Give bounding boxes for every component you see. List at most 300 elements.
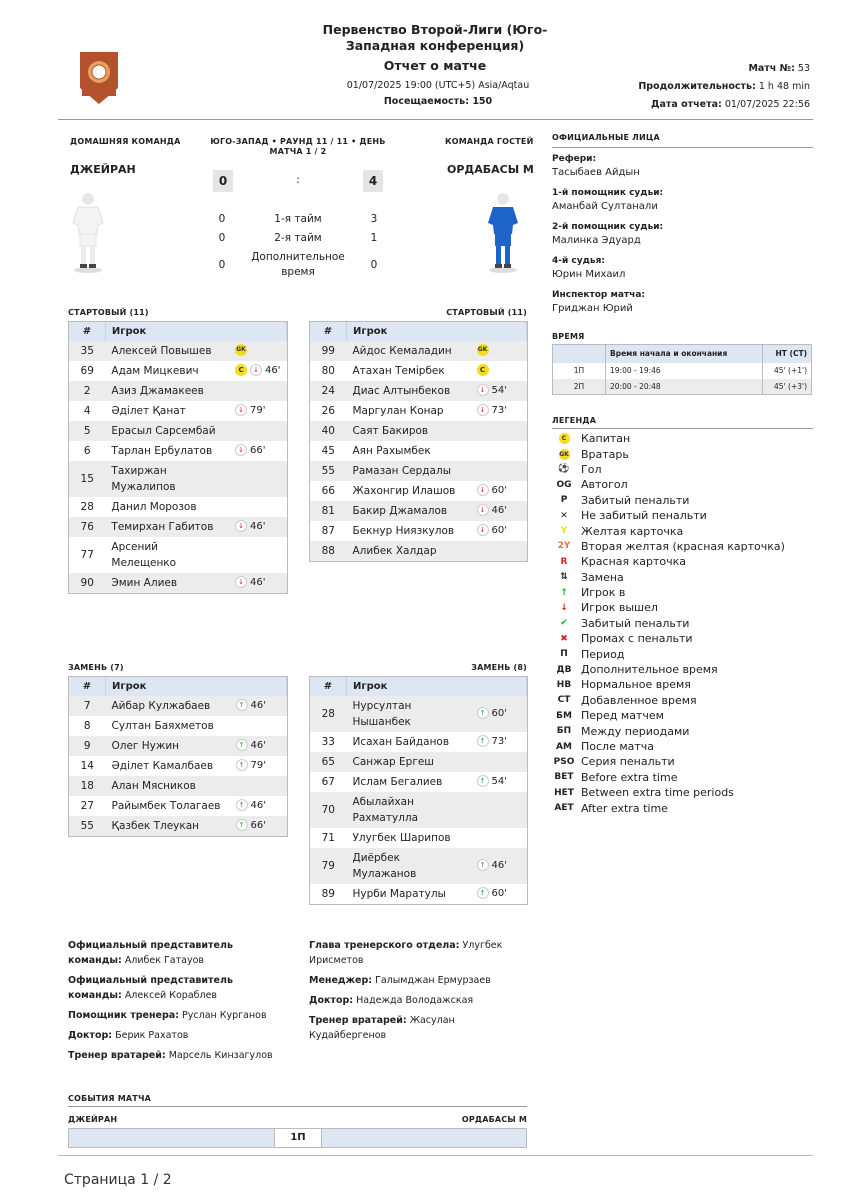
sub-in-icon: ↑ <box>477 859 489 871</box>
normal-time-icon: НВ <box>556 679 572 690</box>
away-starting-table <box>309 321 528 562</box>
table-row <box>69 716 287 736</box>
player-number: 27 <box>80 800 94 812</box>
player-number: 88 <box>310 541 347 561</box>
staff-item: Менеджер: Галымджан Ермурзаев <box>309 975 491 986</box>
report-title: Первенство Второй-Лиги (Юго-Западная конференция) <box>322 22 548 53</box>
time-ht: 45' (+3') <box>774 381 807 391</box>
table-row <box>69 497 287 517</box>
player-number: 55 <box>310 461 347 481</box>
staff-item: Официальный представитель команды: Алексей Кораблев <box>68 975 233 1001</box>
sub-in-minute: 46' <box>250 800 266 811</box>
second-yellow-icon: 2Y <box>557 541 571 552</box>
legend-item <box>553 585 813 600</box>
player-events <box>471 521 527 541</box>
player-name: Райымбек Толагаев <box>111 800 221 812</box>
player-number: 99 <box>310 341 347 361</box>
table-row <box>69 796 287 816</box>
legend-label: Красная карточка <box>581 555 687 569</box>
legend-item <box>553 646 813 661</box>
table-row <box>310 828 527 848</box>
player-name: Атахан Темірбек <box>352 365 445 377</box>
sub-out-minute: 79' <box>250 405 266 416</box>
sub-in-minute: 60' <box>491 708 507 719</box>
table-row <box>310 792 527 828</box>
player-events <box>471 696 527 732</box>
player-events <box>230 776 287 796</box>
table-row <box>69 421 287 441</box>
header-divider <box>58 119 813 120</box>
home-score: 0 <box>213 170 233 192</box>
staff-item: Тренер вратарей: Марсель Кинзагулов <box>68 1050 273 1061</box>
table-row <box>310 521 527 541</box>
sub-out-icon: ↓ <box>477 504 489 516</box>
legend-label: Игрок в <box>581 586 626 600</box>
player-events <box>471 361 527 381</box>
player-events <box>229 517 286 537</box>
player-number: 5 <box>69 421 105 441</box>
legend-item <box>553 508 813 523</box>
sub-out-icon: ↓ <box>477 384 489 396</box>
player-number: 8 <box>83 720 91 732</box>
player-number: 66 <box>321 485 335 497</box>
player-events <box>229 441 286 461</box>
player-table <box>310 322 527 561</box>
player-name: Олег Нужин <box>106 736 230 756</box>
added-time-icon: СТ <box>557 695 571 706</box>
player-number: 28 <box>310 696 347 732</box>
table-row <box>310 884 527 904</box>
player-number: 7 <box>69 696 106 716</box>
time-period: 1П <box>553 363 606 379</box>
round-info: ЮГО-ЗАПАД • РАУНД 11 / 11 • ДЕНЬ МАТЧА 1 / 2 <box>210 137 386 156</box>
player-name: Улугбек Шарипов <box>352 832 451 844</box>
legend-label: Гол <box>581 462 602 476</box>
player-number: 40 <box>310 421 347 441</box>
table-row <box>310 441 527 461</box>
after-match-icon: АМ <box>556 741 572 752</box>
player-events <box>471 381 527 401</box>
player-events <box>230 796 287 816</box>
time-period: 2П <box>553 379 606 395</box>
goalkeeper-icon: GK <box>559 450 569 458</box>
legend-item <box>553 616 813 631</box>
player-events <box>471 884 527 904</box>
events-period: 1П <box>274 1129 322 1147</box>
player-number: 70 <box>310 792 347 828</box>
sub-in-icon: ↑ <box>477 735 489 747</box>
player-number: 6 <box>83 445 91 457</box>
player-events <box>229 497 286 517</box>
player-events <box>230 736 287 756</box>
match-number: Матч №: 53 <box>748 63 810 74</box>
sub-out-minute: 60' <box>491 485 507 496</box>
sub-out-icon: ↓ <box>235 444 247 456</box>
player-events <box>229 421 286 441</box>
sub-out-minute: 46' <box>250 577 266 588</box>
sub-in-icon: ↑ <box>560 587 568 598</box>
events-divider <box>68 1106 527 1107</box>
table-row <box>310 848 527 884</box>
player-events <box>229 341 286 361</box>
sub-in-minute: 54' <box>491 776 507 787</box>
player-table <box>69 322 287 593</box>
legend-item <box>553 677 813 692</box>
legend-label: Замена <box>581 570 624 584</box>
player-name: Исахан Байданов <box>352 736 450 748</box>
player-name: Султан Баяхметов <box>111 720 214 732</box>
player-number: 26 <box>321 405 335 417</box>
sub-out-minute: 73' <box>491 405 507 416</box>
sub-in-minute: 66' <box>250 820 266 831</box>
legend-item <box>553 693 813 708</box>
player-name: Айбар Кулжабаев <box>106 696 230 716</box>
away-staff <box>309 938 534 1048</box>
before-match-icon: БМ <box>556 710 572 721</box>
player-name: Темирхан Габитов <box>105 517 229 537</box>
player-events <box>471 441 527 461</box>
table-row <box>310 696 527 732</box>
player-name: Қазбек Тлеукан <box>106 816 230 836</box>
player-events <box>230 756 287 776</box>
player-name: Данил Морозов <box>111 501 197 513</box>
official-item: 2-й помощник судьи: Малинка Эдуард <box>552 222 664 246</box>
time-title: ВРЕМЯ <box>552 332 585 341</box>
table-row <box>69 537 287 573</box>
player-name: Абылайхан Рахматулла <box>347 792 471 828</box>
away-subs-title: ЗАМЕНЬ (8) <box>471 663 527 672</box>
table-row <box>310 732 527 752</box>
col-number: # <box>69 677 106 696</box>
staff-item: Глава тренерского отдела: Улугбек Ирисметов <box>309 940 503 966</box>
table-row <box>69 461 287 497</box>
time-range: 20:00 - 20:48 <box>606 379 763 395</box>
player-name: Азиз Джамакеев <box>105 381 229 401</box>
player-name: Әділет Камалбаев <box>111 760 214 772</box>
time-ht: 45' (+1') <box>774 366 807 375</box>
away-subs-table <box>309 676 528 905</box>
legend-item <box>553 723 813 738</box>
sub-in-icon: ↑ <box>236 699 248 711</box>
sub-out-minute: 66' <box>250 445 266 456</box>
table-row <box>69 401 287 421</box>
sub-out-icon: ↓ <box>477 524 489 536</box>
staff-item: Официальный представитель команды: Алибек Гатауов <box>68 940 233 966</box>
col-number: # <box>310 322 347 341</box>
player-name: Адам Мицкевич <box>111 365 199 377</box>
player-events <box>471 828 527 848</box>
aet-icon: AET <box>554 803 574 814</box>
sub-out-icon: ↓ <box>560 602 568 613</box>
player-number: 15 <box>69 461 105 497</box>
period-icon: П <box>560 649 568 660</box>
attendance: Посещаемость: 150 <box>383 96 493 107</box>
legend-label: После матча <box>581 740 655 753</box>
home-subs-table <box>68 676 288 837</box>
legend-item <box>553 600 813 615</box>
het-icon: HET <box>554 787 574 798</box>
events-title: СОБЫТИЯ МАТЧА <box>68 1094 152 1103</box>
player-name: Нурсултан Нышанбек <box>347 696 471 732</box>
player-table <box>69 677 287 836</box>
score-separator: : <box>296 173 300 186</box>
goal-icon: ⚽ <box>558 464 570 475</box>
player-name: Алексей Повышев <box>105 341 229 361</box>
legend-item <box>553 770 813 785</box>
player-name: Диёрбек Мулажанов <box>347 848 471 884</box>
legend-item <box>553 523 813 538</box>
legend-label: Перед матчем <box>581 709 664 723</box>
player-events <box>471 421 527 441</box>
official-item: 4-й судья: Юрин Михаил <box>552 256 626 280</box>
legend-item <box>553 631 813 646</box>
events-home-team: ДЖЕЙРАН <box>68 1115 118 1124</box>
sub-out-minute: 46' <box>250 521 266 532</box>
away-score: 4 <box>363 170 383 192</box>
bet-icon: BET <box>554 772 574 783</box>
player-number: 69 <box>80 365 94 377</box>
table-row <box>310 381 527 401</box>
table-row <box>310 501 527 521</box>
player-name: Ислам Бегалиев <box>352 776 443 788</box>
legend-label: Промах с пенальти <box>581 632 693 646</box>
col-player: Игрок <box>105 322 286 341</box>
period-row: 0 Дополнительное время 0 <box>218 251 378 278</box>
penalty-check-icon: ✔ <box>560 618 568 629</box>
col-player: Игрок <box>347 322 527 341</box>
legend-item <box>553 554 813 569</box>
player-events <box>471 401 527 421</box>
time-col-ht: HT (CT) <box>775 349 807 359</box>
player-events <box>471 752 527 772</box>
player-events <box>471 501 527 521</box>
report-date: Дата отчета: 01/07/2025 22:56 <box>651 99 810 110</box>
legend-label: Забитый пенальти <box>581 616 690 630</box>
away-team-caption: КОМАНДА ГОСТЕЙ <box>445 137 534 146</box>
player-number: 77 <box>80 549 94 561</box>
sub-in-minute: 46' <box>491 860 507 871</box>
captain-icon: C <box>235 364 247 376</box>
player-events <box>229 537 286 573</box>
player-name: Саят Бакиров <box>347 421 471 441</box>
player-name: Тахиржан Мужалипов <box>105 461 229 497</box>
player-name: Алан Мясников <box>106 776 230 796</box>
sub-out-icon: ↓ <box>235 576 247 588</box>
player-events <box>229 461 286 497</box>
league-logo <box>76 50 122 106</box>
legend-label: Забитый пенальти <box>581 493 690 507</box>
table-row <box>310 421 527 441</box>
player-name: Арсений Мелещенко <box>111 541 177 569</box>
legend-item <box>553 708 813 723</box>
match-duration: Продолжительность: 1 h 48 min <box>638 81 810 92</box>
player-number: 67 <box>321 776 335 788</box>
player-number: 87 <box>321 525 335 537</box>
table-row <box>69 381 287 401</box>
player-number: 33 <box>321 736 335 748</box>
player-events <box>471 481 527 501</box>
staff-item: Доктор: Берик Рахатов <box>68 1030 189 1041</box>
footer-divider <box>58 1155 813 1156</box>
player-events <box>230 716 287 736</box>
shootout-icon: PSO <box>553 756 575 767</box>
player-events <box>471 732 527 752</box>
player-name: Нурби Маратулы <box>352 888 446 900</box>
away-team-name: ОРДАБАСЫ М <box>447 163 534 176</box>
legend-label: Вторая желтая (красная карточка) <box>581 539 785 553</box>
legend-label: Автогол <box>581 478 628 492</box>
table-row <box>69 573 287 593</box>
player-number: 81 <box>310 501 347 521</box>
table-row <box>69 756 287 776</box>
player-events <box>471 848 527 884</box>
period-scores <box>200 210 396 282</box>
legend-title: ЛЕГЕНДА <box>552 416 597 425</box>
player-events <box>471 541 527 561</box>
table-row <box>310 541 527 561</box>
legend-label: Капитан <box>581 432 631 446</box>
time-col-empty <box>553 345 606 363</box>
sub-in-icon: ↑ <box>236 759 248 771</box>
legend-item <box>553 800 813 815</box>
player-number: 4 <box>83 405 91 417</box>
player-events <box>229 381 286 401</box>
player-number: 90 <box>69 573 105 593</box>
legend-item <box>553 785 813 800</box>
legend-label: Before extra time <box>581 770 678 784</box>
sub-in-icon: ↑ <box>477 707 489 719</box>
penalty-scored-icon: P <box>560 495 568 506</box>
legend-item <box>553 662 813 677</box>
report-subtitle: Отчет о матче <box>383 58 487 73</box>
goalkeeper-icon: GK <box>477 344 489 356</box>
legend-label: Between extra time periods <box>581 786 734 800</box>
yellow-card-icon: Y <box>560 526 568 537</box>
player-number: 18 <box>69 776 106 796</box>
legend-label: Не забитый пенальти <box>581 509 707 523</box>
player-number: 2 <box>69 381 105 401</box>
officials-title: ОФИЦИАЛЬНЫЕ ЛИЦА <box>552 133 660 142</box>
table-row <box>69 696 287 716</box>
sub-in-icon: ↑ <box>236 799 248 811</box>
sub-out-icon: ↓ <box>477 484 489 496</box>
time-table <box>552 344 812 395</box>
away-starting-title: СТАРТОВЫЙ (11) <box>446 308 527 317</box>
player-table <box>310 677 527 904</box>
sub-in-minute: 73' <box>491 736 507 747</box>
player-events <box>230 816 287 836</box>
legend-label: Добавленное время <box>581 693 697 707</box>
home-staff <box>68 938 288 1068</box>
legend-item <box>553 477 813 492</box>
col-number: # <box>69 322 105 341</box>
table-row <box>69 341 287 361</box>
player-name: Бекнур Ниязкулов <box>352 525 455 537</box>
player-name: Рамазан Сердалы <box>347 461 471 481</box>
legend-item <box>553 462 813 477</box>
penalty-missed-icon: ✕ <box>560 510 568 521</box>
player-name: Тарлан Ербулатов <box>111 445 213 457</box>
penalty-miss-icon: ✖ <box>560 633 568 644</box>
col-player: Игрок <box>106 677 287 696</box>
sub-in-minute: 79' <box>250 760 266 771</box>
extra-time-icon: ДВ <box>556 664 572 675</box>
red-card-icon: R <box>560 556 568 567</box>
match-datetime: 01/07/2025 19:00 (UTC+5) Asia/Aqtau <box>346 80 530 91</box>
home-subs-title: ЗАМЕНЬ (7) <box>68 663 124 672</box>
table-row <box>69 776 287 796</box>
legend-label: Период <box>581 647 625 661</box>
legend-divider <box>552 428 813 429</box>
official-item: Инспектор матча: Гриджан Юрий <box>552 290 645 314</box>
player-name: Ерасыл Сарсембай <box>105 421 229 441</box>
table-row <box>69 441 287 461</box>
player-number: 76 <box>69 517 105 537</box>
staff-item: Помощник тренера: Руслан Курганов <box>68 1010 267 1021</box>
player-number: 71 <box>321 832 335 844</box>
sub-out-minute: 46' <box>491 505 507 516</box>
sub-out-minute: 46' <box>265 365 281 376</box>
captain-icon: C <box>477 364 489 376</box>
time-col-range: Время начала и окончания <box>606 345 763 363</box>
staff-item: Тренер вратарей: Жасулан Кудайбергенов <box>309 1015 455 1041</box>
between-periods-icon: БП <box>556 726 572 737</box>
player-name: Әділет Қанат <box>111 405 186 417</box>
legend-label: Желтая карточка <box>581 524 684 538</box>
player-number: 28 <box>80 501 94 513</box>
table-row <box>69 361 287 381</box>
table-row <box>69 736 287 756</box>
goalkeeper-icon: GK <box>235 344 247 356</box>
table-row <box>310 341 527 361</box>
legend-label: Серия пенальти <box>581 755 675 769</box>
events-bar <box>68 1128 527 1148</box>
player-events <box>229 573 286 593</box>
player-name: Бакир Джамалов <box>347 501 471 521</box>
legend-item <box>553 493 813 508</box>
sub-out-icon: ↓ <box>235 404 247 416</box>
official-item: 1-й помощник судьи: Аманбай Султанали <box>552 188 664 212</box>
player-number: 65 <box>310 752 347 772</box>
legend-label: Между периодами <box>581 724 690 738</box>
player-events <box>471 772 527 792</box>
table-row <box>69 816 287 836</box>
sub-in-minute: 46' <box>250 740 266 751</box>
player-number: 35 <box>69 341 105 361</box>
table-row <box>310 481 527 501</box>
legend-item <box>553 446 813 461</box>
time-range: 19:00 - 19:46 <box>606 363 763 379</box>
sub-out-minute: 54' <box>491 385 507 396</box>
player-number: 80 <box>321 365 335 377</box>
player-name: Алибек Халдар <box>347 541 471 561</box>
legend-item <box>553 431 813 446</box>
sub-out-icon: ↓ <box>250 364 262 376</box>
sub-in-icon: ↑ <box>477 887 489 899</box>
player-events <box>471 461 527 481</box>
table-row <box>310 752 527 772</box>
home-starting-table <box>68 321 288 594</box>
sub-in-minute: 46' <box>250 700 266 711</box>
home-team-name: ДЖЕЙРАН <box>70 163 136 176</box>
player-number: 14 <box>80 760 94 772</box>
player-name: Жахонгир Илашов <box>352 485 456 497</box>
player-events <box>229 401 286 421</box>
legend-item <box>553 754 813 769</box>
officials-divider <box>552 147 813 148</box>
official-item: Рефери: Тасыбаев Айдын <box>552 154 640 178</box>
home-team-caption: ДОМАШНЯЯ КОМАНДА <box>70 137 181 146</box>
